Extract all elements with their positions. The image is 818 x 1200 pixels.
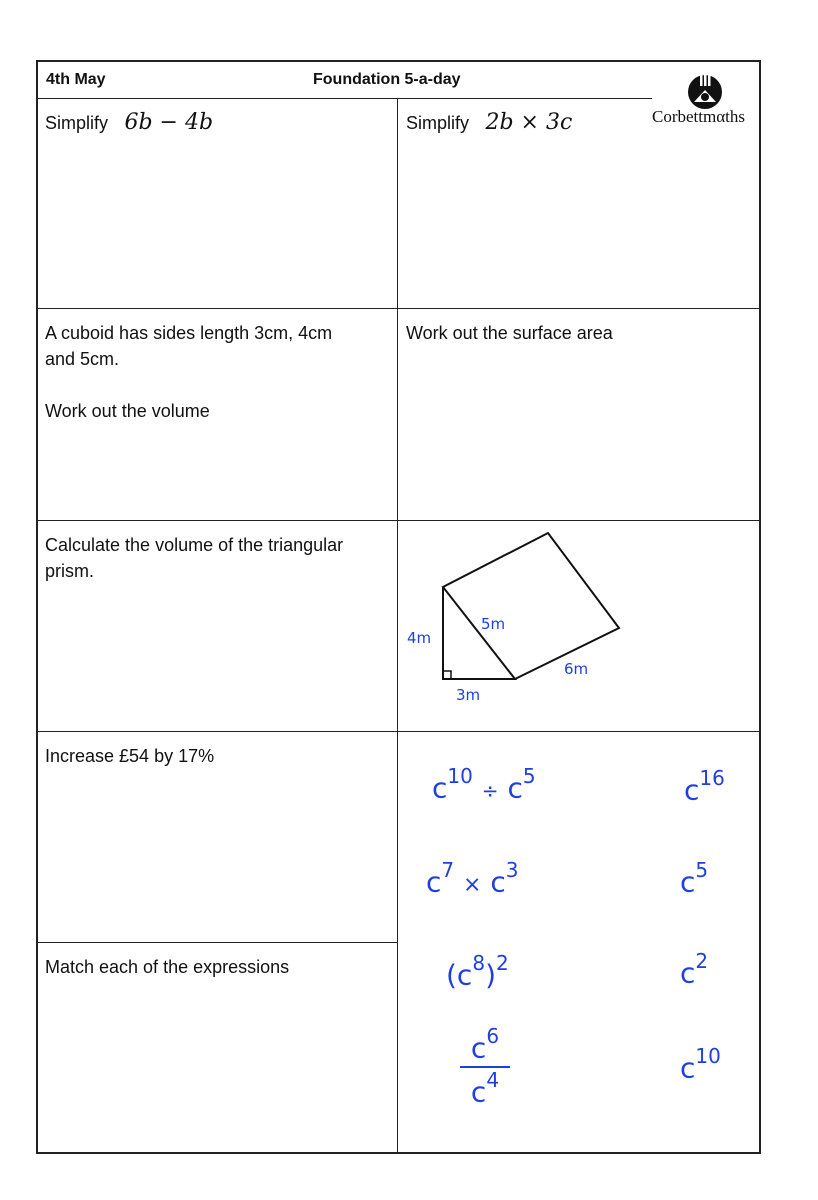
triangular-prism-diagram	[398, 521, 759, 731]
q2-expression: 2b × 3c	[485, 110, 573, 135]
q1-expression: 6b − 4b	[124, 110, 214, 135]
grid-divider-row1	[37, 308, 760, 309]
q5-line2: prism.	[45, 561, 94, 581]
grid-border-left	[36, 60, 38, 1154]
fraction-bar	[460, 1066, 510, 1068]
q2-prompt: Simplify	[406, 113, 470, 133]
q3-line2: and 5cm.	[45, 349, 120, 369]
match-left-2: $c^7 \times c^3$	[426, 858, 519, 899]
prism-label-base: 3m	[456, 686, 481, 704]
fraction-denominator: $c^4$	[470, 1068, 500, 1109]
match-right-3: $c^2$	[680, 949, 709, 990]
fraction-numerator: $c^6$	[470, 1024, 500, 1065]
prism-label-hyp: 5m	[481, 615, 506, 633]
grid-border-top	[37, 60, 760, 62]
match-left-4	[460, 1024, 510, 1109]
q1-prompt: Simplify	[45, 113, 109, 133]
q2-cell	[406, 110, 646, 136]
grid-border-right	[759, 60, 761, 1154]
corbettmaths-logo-icon	[685, 74, 725, 110]
match-right-1: $c^{16}$	[684, 766, 725, 807]
q1-cell	[45, 110, 390, 136]
q6-text: Increase £54 by 17%	[45, 746, 215, 766]
logo-text: Corbettmαths	[652, 107, 745, 126]
q5-line1: Calculate the volume of the triangular	[45, 535, 344, 555]
q3-text	[45, 320, 395, 424]
header-underline	[37, 98, 652, 99]
match-left-1: $c^{10} \div c^5$	[432, 764, 536, 805]
grid-border-bottom	[36, 1152, 761, 1154]
match-left-3: $(c^8)^2$	[446, 951, 509, 992]
q3-line3: Work out the volume	[45, 401, 210, 421]
prism-label-height: 4m	[407, 629, 432, 647]
match-right-4: $c^{10}$	[680, 1044, 721, 1085]
match-right-2: $c^5$	[680, 858, 709, 899]
q3-line1: A cuboid has sides length 3cm, 4cm	[45, 323, 333, 343]
grid-divider-row3	[37, 731, 760, 732]
q5-text	[45, 532, 395, 584]
prism-label-length: 6m	[564, 660, 589, 678]
header-date: 4th May	[46, 71, 106, 88]
grid-divider-row4-left	[37, 942, 398, 943]
header-title: Foundation 5-a-day	[313, 71, 461, 88]
q4-text: Work out the surface area	[406, 323, 613, 343]
q7-text: Match each of the expressions	[45, 957, 290, 977]
